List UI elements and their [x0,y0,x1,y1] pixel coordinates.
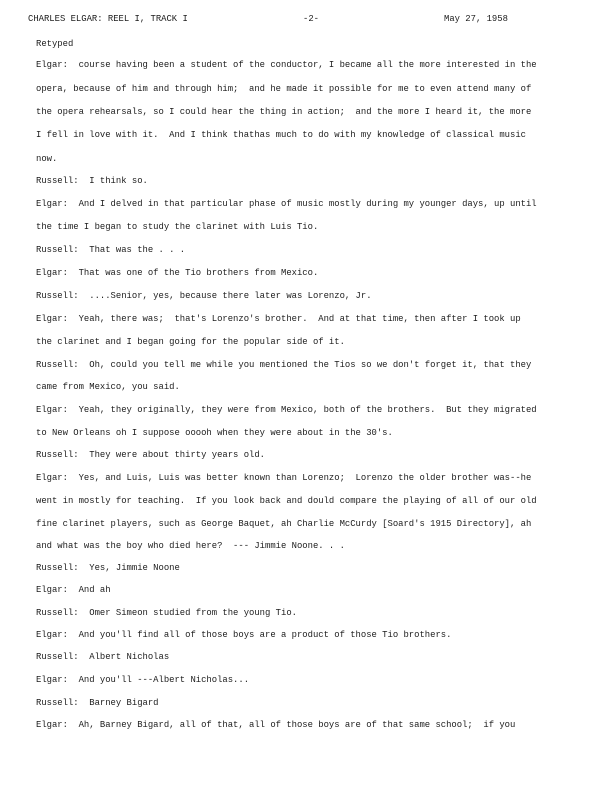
transcript-line: and what was the boy who died here? --- Jimmie Noone. . . [36,541,345,551]
transcript-line: came from Mexico, you said. [36,382,180,392]
transcript-line: Russell: Oh, could you tell me while you mentioned the Tios so we don't forget it, that they [36,360,532,370]
transcript-line: went in mostly for teaching. If you look back and dould compare the playing of all of our old [36,496,537,506]
transcript-line: Elgar: Ah, Barney Bigard, all of that, all of those boys are of that same school; if you [36,720,516,730]
transcript-line: the clarinet and I began going for the popular side of it. [36,337,345,347]
transcript-line: the time I began to study the clarinet with Luis Tio. [36,222,319,232]
transcript-line: Russell: They were about thirty years old. [36,450,266,460]
transcript-line: to New Orleans oh I suppose ooooh when they were about in the 30's. [36,428,393,438]
transcript-line: the opera rehearsals, so I could hear the thing in action; and the more I heard it, the more [36,107,532,117]
header-date: May 27, 1958 [444,14,508,24]
transcript-line: now. [36,154,58,164]
transcript-line: Elgar: That was one of the Tio brothers from Mexico. [36,268,319,278]
transcript-line: Elgar: Yes, and Luis, Luis was better known than Lorenzo; Lorenzo the older brother was--he [36,473,532,483]
transcript-line: Russell: Omer Simeon studied from the young Tio. [36,608,297,618]
retyped-label: Retyped [36,39,74,49]
transcript-line: I fell in love with it. And I think thathas much to do with my knowledge of classical music [36,130,526,140]
transcript-line: Elgar: And you'll find all of those boys are a product of those Tio brothers. [36,630,452,640]
transcript-line: Russell: Yes, Jimmie Noone [36,563,180,573]
transcript-line: Russell: Barney Bigard [36,698,159,708]
transcript-line: Russell: Albert Nicholas [36,652,170,662]
transcript-line: Elgar: course having been a student of the conductor, I became all the more interested in the [36,60,537,70]
transcript-line: opera, because of him and through him; and he made it possible for me to even attend many of [36,84,532,94]
transcript-line: Russell: That was the . . . [36,245,186,255]
transcript-line: Elgar: And you'll ---Albert Nicholas... [36,675,250,685]
transcript-line: Russell: I think so. [36,176,148,186]
transcript-line: Elgar: Yeah, there was; that's Lorenzo's brother. And at that time, then after I took up [36,314,521,324]
transcript-line: Russell: ....Senior, yes, because there later was Lorenzo, Jr. [36,291,372,301]
header-title: CHARLES ELGAR: REEL I, TRACK I [28,14,188,24]
transcript-line: Elgar: Yeah, they originally, they were from Mexico, both of the brothers. But they migrated [36,405,537,415]
transcript-line: Elgar: And I delved in that particular phase of music mostly during my younger days, up until [36,199,537,209]
transcript-line: fine clarinet players, such as George Baquet, ah Charlie McCurdy [Soard's 1915 Directory], ah [36,519,532,529]
page-number: -2- [303,14,319,24]
transcript-line: Elgar: And ah [36,585,111,595]
